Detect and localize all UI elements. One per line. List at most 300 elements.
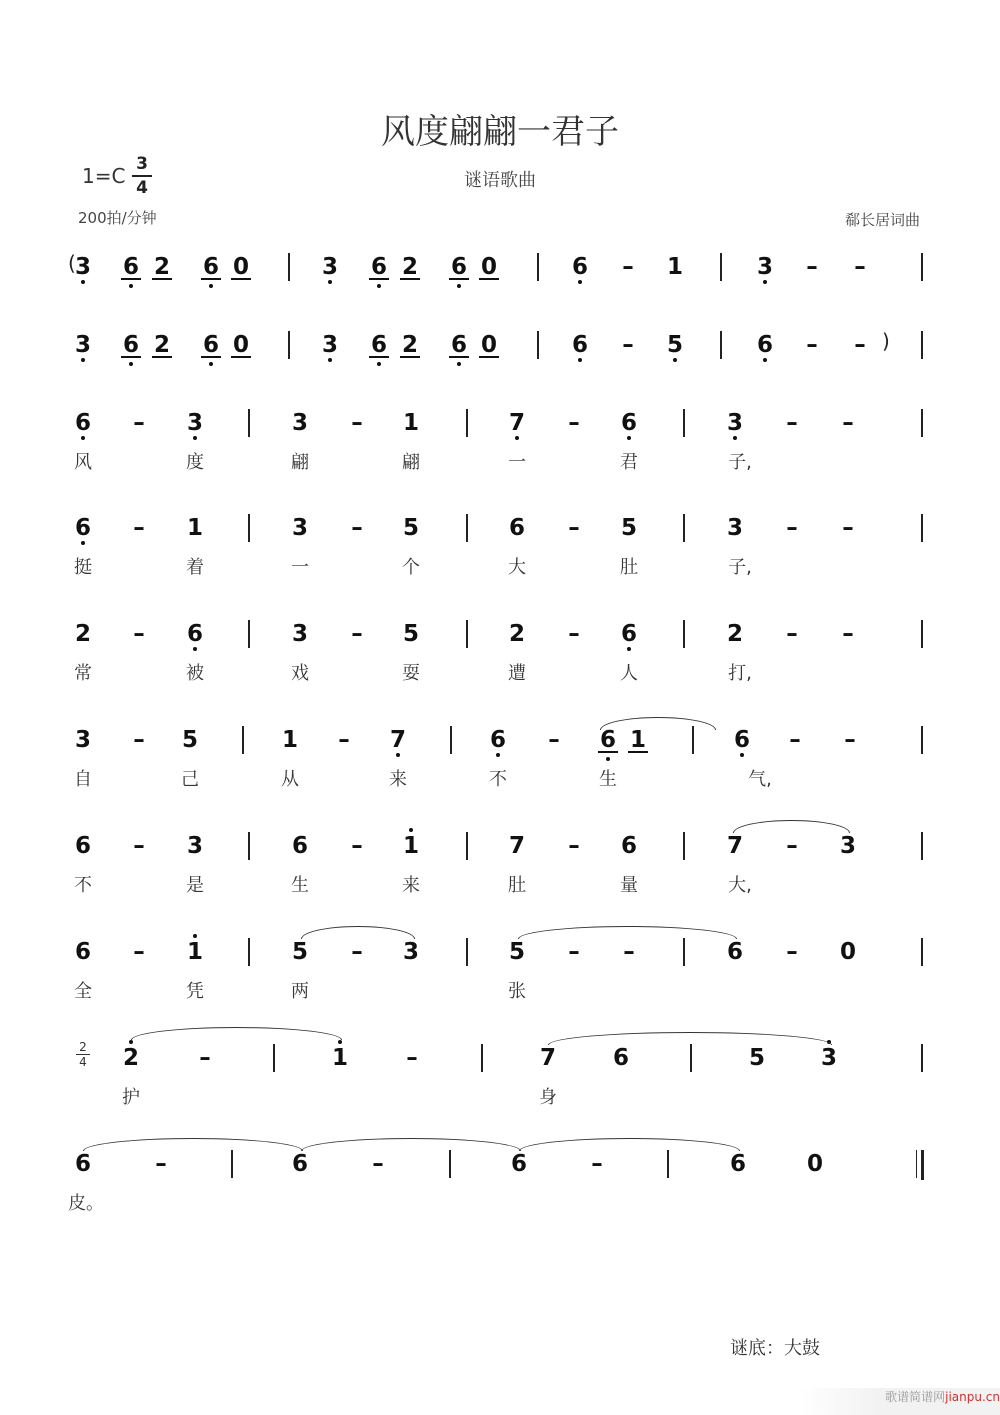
note	[185, 409, 205, 437]
note	[619, 409, 639, 437]
octave-dot-below	[129, 362, 133, 366]
note	[185, 514, 205, 542]
note-digit: –	[806, 332, 818, 358]
note	[725, 832, 745, 860]
note	[201, 253, 221, 281]
lyric: 翩	[402, 452, 420, 473]
note	[755, 253, 775, 281]
dash-extension	[802, 331, 822, 359]
note-digit: 3	[291, 515, 308, 541]
note-digit: 2	[726, 621, 743, 647]
note	[401, 409, 421, 437]
note-digit: 3	[321, 254, 338, 280]
octave-dot-above	[193, 934, 197, 938]
note-digit: –	[548, 727, 560, 753]
note	[507, 832, 527, 860]
dash-extension	[782, 514, 802, 542]
dash-extension	[347, 938, 367, 966]
underline	[449, 356, 469, 358]
note-digit: 5	[508, 939, 525, 965]
note-digit: 1	[331, 1045, 348, 1071]
lyric: 着	[186, 557, 204, 578]
barline	[683, 832, 685, 860]
note	[73, 832, 93, 860]
lyric: 君	[620, 452, 638, 473]
dash-extension	[802, 253, 822, 281]
barline	[466, 620, 468, 648]
lyric: 自	[74, 769, 92, 790]
barline	[667, 1150, 669, 1178]
note-digit: –	[789, 727, 801, 753]
note-digit: –	[854, 254, 866, 280]
tie-slur	[733, 820, 850, 833]
octave-dot-below	[129, 284, 133, 288]
note	[73, 409, 93, 437]
note-digit: –	[133, 939, 145, 965]
octave-dot-below	[763, 280, 767, 284]
octave-dot-below	[627, 436, 631, 440]
note-digit: –	[351, 939, 363, 965]
lyric: 两	[291, 981, 309, 1002]
note	[400, 331, 420, 359]
barline	[683, 620, 685, 648]
note	[598, 726, 618, 754]
barline	[248, 514, 250, 542]
note	[728, 1150, 748, 1178]
note-digit: 6	[571, 332, 588, 358]
barline	[921, 514, 923, 542]
dash-extension	[850, 253, 870, 281]
note-digit: 3	[74, 254, 91, 280]
note-digit: 3	[186, 833, 203, 859]
note-digit: –	[568, 833, 580, 859]
time-change-signature	[76, 1040, 90, 1069]
dash-extension	[368, 1150, 388, 1178]
lyric: 张	[508, 981, 526, 1002]
barline	[683, 938, 685, 966]
riddle-answer: 谜底：大鼓	[730, 1338, 820, 1359]
note-digit: –	[568, 515, 580, 541]
barline	[466, 409, 468, 437]
octave-dot-below	[578, 280, 582, 284]
octave-dot-below	[733, 436, 737, 440]
note-digit: 6	[489, 727, 506, 753]
dash-extension	[334, 726, 354, 754]
note-digit: 5	[666, 332, 683, 358]
note-digit: –	[786, 515, 798, 541]
octave-dot-below	[578, 358, 582, 362]
octave-dot-below	[328, 358, 332, 362]
barline	[466, 832, 468, 860]
lyric: 风	[74, 452, 92, 473]
note	[619, 620, 639, 648]
note-digit: 2	[401, 254, 418, 280]
note-digit: 6	[122, 332, 139, 358]
dash-extension	[129, 726, 149, 754]
underline	[152, 356, 172, 358]
underline	[369, 356, 389, 358]
note-digit: –	[155, 1151, 167, 1177]
note	[628, 726, 648, 754]
note-digit: 5	[402, 515, 419, 541]
note-digit: –	[806, 254, 818, 280]
note-digit: 6	[74, 1151, 91, 1177]
lyric: 气,	[748, 769, 772, 790]
note-digit: 7	[508, 410, 525, 436]
lyric: 来	[389, 769, 407, 790]
note	[507, 620, 527, 648]
note-digit: 6	[74, 410, 91, 436]
lyric: 大	[508, 557, 526, 578]
note-digit: –	[133, 833, 145, 859]
note	[290, 832, 310, 860]
note	[231, 331, 251, 359]
lyric: 人	[620, 663, 638, 684]
underline	[449, 278, 469, 280]
note	[290, 514, 310, 542]
tie-slur	[131, 1027, 342, 1040]
note	[805, 1150, 825, 1178]
note-digit: 6	[74, 939, 91, 965]
note-digit: 0	[232, 332, 249, 358]
underline	[479, 278, 499, 280]
tie-slur	[548, 1032, 832, 1045]
barline	[450, 726, 452, 754]
note	[185, 620, 205, 648]
note	[449, 331, 469, 359]
note-digit: 6	[370, 332, 387, 358]
barline	[273, 1044, 275, 1072]
barline	[466, 514, 468, 542]
underline	[201, 356, 221, 358]
song-subtitle: 谜语歌曲	[464, 170, 536, 191]
lyric: 打,	[728, 663, 752, 684]
note-digit: 3	[74, 727, 91, 753]
note	[755, 331, 775, 359]
note	[819, 1044, 839, 1072]
dash-extension	[564, 938, 584, 966]
note-digit: 6	[186, 621, 203, 647]
lyric: 个	[402, 557, 420, 578]
note	[725, 938, 745, 966]
open-paren: (	[68, 251, 76, 275]
note-digit: 3	[726, 515, 743, 541]
note-digit: 3	[726, 410, 743, 436]
octave-dot-below	[193, 647, 197, 651]
octave-dot-below	[81, 358, 85, 362]
barline	[921, 938, 923, 966]
final-barline-thin	[916, 1150, 917, 1178]
note-digit: –	[786, 410, 798, 436]
barline	[288, 331, 290, 359]
underline	[628, 751, 648, 753]
note	[320, 331, 340, 359]
dash-extension	[838, 514, 858, 542]
barline	[921, 726, 923, 754]
note-digit: –	[133, 727, 145, 753]
note-digit: 5	[748, 1045, 765, 1071]
barline	[921, 331, 923, 359]
note	[611, 1044, 631, 1072]
dash-extension	[564, 832, 584, 860]
octave-dot-below	[496, 753, 500, 757]
octave-dot-below	[763, 358, 767, 362]
lyric: 一	[291, 557, 309, 578]
lyric: 被	[186, 663, 204, 684]
note-digit: –	[199, 1045, 211, 1071]
note	[180, 726, 200, 754]
dash-extension	[347, 620, 367, 648]
note	[509, 1150, 529, 1178]
note	[619, 514, 639, 542]
note-digit: 6	[450, 254, 467, 280]
note	[507, 514, 527, 542]
time-change-numerator: 2	[79, 1040, 87, 1054]
underline	[121, 356, 141, 358]
barline	[481, 1044, 483, 1072]
note-digit: 6	[74, 515, 91, 541]
lyric: 全	[74, 981, 92, 1002]
lyric: 量	[620, 875, 638, 896]
note	[201, 331, 221, 359]
note	[665, 253, 685, 281]
barline	[242, 726, 244, 754]
lyric: 生	[291, 875, 309, 896]
note-digit: 6	[733, 727, 750, 753]
note-digit: 3	[402, 939, 419, 965]
lyric: 是	[186, 875, 204, 896]
time-change-denominator: 4	[79, 1055, 87, 1069]
note-digit: 6	[571, 254, 588, 280]
barline	[720, 331, 722, 359]
note	[570, 253, 590, 281]
dash-extension	[587, 1150, 607, 1178]
note-digit: –	[338, 727, 350, 753]
dash-extension	[402, 1044, 422, 1072]
author-credit: 郗长居词曲	[844, 211, 920, 229]
dash-extension	[850, 331, 870, 359]
note-digit: 2	[74, 621, 91, 647]
dash-extension	[564, 514, 584, 542]
underline	[201, 278, 221, 280]
octave-dot-below	[396, 753, 400, 757]
note-digit: 0	[806, 1151, 823, 1177]
note-digit: –	[786, 621, 798, 647]
dash-extension	[785, 726, 805, 754]
dash-extension	[129, 832, 149, 860]
dash-extension	[618, 253, 638, 281]
lyric: 护	[122, 1087, 140, 1108]
underline	[400, 278, 420, 280]
note	[747, 1044, 767, 1072]
note	[152, 253, 172, 281]
dash-extension	[195, 1044, 215, 1072]
lyric: 一	[508, 452, 526, 473]
note	[725, 409, 745, 437]
underline	[152, 278, 172, 280]
note-digit: 2	[401, 332, 418, 358]
note-digit: –	[351, 410, 363, 436]
note-digit: –	[351, 621, 363, 647]
note-digit: 6	[450, 332, 467, 358]
barline	[466, 938, 468, 966]
octave-dot-below	[209, 362, 213, 366]
note	[152, 331, 172, 359]
note	[449, 253, 469, 281]
note-digit: –	[568, 410, 580, 436]
note-digit: –	[351, 515, 363, 541]
note	[121, 331, 141, 359]
note-digit: –	[622, 332, 634, 358]
barline	[921, 620, 923, 648]
note	[290, 409, 310, 437]
note	[231, 253, 251, 281]
note	[479, 253, 499, 281]
barline	[720, 253, 722, 281]
note-digit: 1	[666, 254, 683, 280]
note-digit: 6	[291, 1151, 308, 1177]
octave-dot-below	[515, 436, 519, 440]
note-digit: –	[133, 621, 145, 647]
note-digit: 6	[726, 939, 743, 965]
note-digit: –	[854, 332, 866, 358]
note-digit: –	[842, 621, 854, 647]
note	[185, 938, 205, 966]
note-digit: 6	[620, 621, 637, 647]
lyric: 来	[402, 875, 420, 896]
tie-slur	[301, 926, 415, 939]
note	[290, 938, 310, 966]
note-digit: 6	[620, 410, 637, 436]
barline	[692, 726, 694, 754]
dash-extension	[619, 938, 639, 966]
note-digit: 7	[389, 727, 406, 753]
note-digit: 6	[729, 1151, 746, 1177]
dash-extension	[782, 938, 802, 966]
octave-dot-below	[740, 753, 744, 757]
note	[73, 253, 93, 281]
barline	[921, 1044, 923, 1072]
watermark	[800, 1388, 1000, 1415]
note	[725, 514, 745, 542]
barline	[248, 409, 250, 437]
note-digit: 3	[756, 254, 773, 280]
note	[290, 1150, 310, 1178]
note-digit: 1	[186, 939, 203, 965]
dash-extension	[129, 620, 149, 648]
note-digit: 7	[508, 833, 525, 859]
lyric: 耍	[402, 663, 420, 684]
lyric: 身	[539, 1087, 557, 1108]
note	[73, 726, 93, 754]
note	[732, 726, 752, 754]
note-digit: 6	[620, 833, 637, 859]
note	[538, 1044, 558, 1072]
note-digit: 3	[291, 410, 308, 436]
lyric: 挺	[74, 557, 92, 578]
note-digit: –	[372, 1151, 384, 1177]
tie-slur	[518, 926, 737, 939]
note	[401, 832, 421, 860]
barline	[248, 620, 250, 648]
note-digit: 2	[508, 621, 525, 647]
note-digit: 6	[508, 515, 525, 541]
dash-extension	[838, 409, 858, 437]
note	[488, 726, 508, 754]
note-digit: 0	[839, 939, 856, 965]
lyric: 戏	[291, 663, 309, 684]
dash-extension	[347, 409, 367, 437]
note-digit: –	[568, 939, 580, 965]
note-digit: 3	[839, 833, 856, 859]
dash-extension	[564, 620, 584, 648]
note-digit: 0	[480, 254, 497, 280]
octave-dot-below	[328, 280, 332, 284]
note-digit: 1	[402, 833, 419, 859]
note-digit: –	[623, 939, 635, 965]
octave-dot-above	[409, 828, 413, 832]
note-digit: 1	[629, 727, 646, 753]
watermark-site-name: 歌谱简谱网	[885, 1390, 946, 1404]
underline	[121, 278, 141, 280]
dash-extension	[129, 409, 149, 437]
lyric: 生	[599, 769, 617, 790]
lyric: 皮。	[68, 1193, 104, 1214]
note-digit: –	[786, 833, 798, 859]
tempo-marking: 200拍/分钟	[78, 209, 157, 227]
dash-extension	[782, 620, 802, 648]
note	[369, 331, 389, 359]
note-digit: –	[133, 515, 145, 541]
note-digit: 3	[321, 332, 338, 358]
note-digit: 6	[599, 727, 616, 753]
dash-extension	[564, 409, 584, 437]
note-digit: 6	[510, 1151, 527, 1177]
note-digit: 2	[153, 254, 170, 280]
note-digit: 7	[726, 833, 743, 859]
note-digit: 3	[291, 621, 308, 647]
tie-slur	[519, 1138, 740, 1151]
note-digit: –	[844, 727, 856, 753]
octave-dot-below	[673, 358, 677, 362]
note-digit: –	[406, 1045, 418, 1071]
final-barline	[921, 1150, 924, 1180]
note-digit: 6	[202, 254, 219, 280]
lyric: 遭	[508, 663, 526, 684]
note-digit: 6	[202, 332, 219, 358]
note-digit: 6	[612, 1045, 629, 1071]
octave-dot-below	[193, 436, 197, 440]
octave-dot-above	[338, 1040, 342, 1044]
note-digit: –	[842, 410, 854, 436]
octave-dot-below	[377, 284, 381, 288]
barline	[921, 409, 923, 437]
note	[507, 938, 527, 966]
note	[73, 620, 93, 648]
octave-dot-below	[81, 541, 85, 545]
dash-extension	[618, 331, 638, 359]
barline	[683, 409, 685, 437]
dash-extension	[840, 726, 860, 754]
barline	[921, 832, 923, 860]
lyric: 肚	[508, 875, 526, 896]
note	[121, 253, 141, 281]
octave-dot-below	[81, 280, 85, 284]
note	[479, 331, 499, 359]
note	[401, 620, 421, 648]
note-digit: 6	[756, 332, 773, 358]
note	[73, 1150, 93, 1178]
